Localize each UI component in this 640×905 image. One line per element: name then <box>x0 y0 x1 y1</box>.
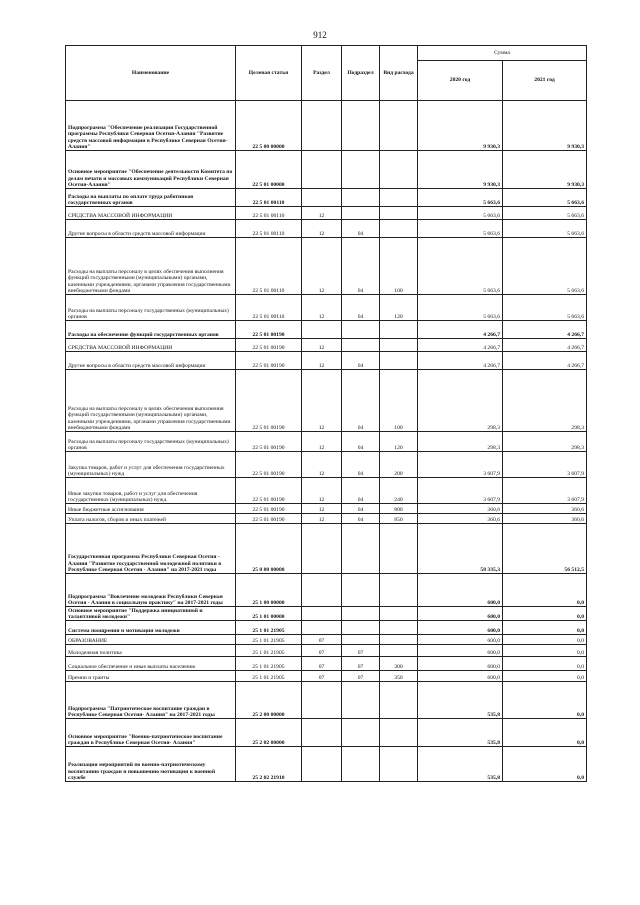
row-expense-type <box>380 220 418 238</box>
row-name: Расходы на выплаты по оплате труда работников государственных органов <box>66 189 236 207</box>
row-target-code: 22 5 01 00190 <box>236 452 302 478</box>
table-row <box>66 207 587 220</box>
row-expense-type <box>380 607 418 621</box>
row-amount-2020: 5 663,6 <box>418 189 503 207</box>
row-amount-2020: 5 663,6 <box>418 220 503 238</box>
row-amount-2020: 4 266,7 <box>418 321 503 339</box>
row-name: Основное мероприятие "Обеспечение деятельности Комитета по делам печати и массовых коммуникаций Республики Северная Осетия-Алания" <box>66 151 236 189</box>
row-amount-2020: 360,6 <box>418 514 503 524</box>
row-expense-type <box>380 682 418 719</box>
row-subsection <box>342 524 380 574</box>
row-expense-type: 300 <box>380 657 418 671</box>
row-name: ОБРАЗОВАНИЕ <box>66 635 236 645</box>
row-name: Подпрограмма "Патриотическое воспитание граждан в Республике Северная Осетия- Алания" на 2017-2021 годы <box>66 682 236 719</box>
row-expense-type <box>380 101 418 151</box>
row-section: 12 <box>302 514 342 524</box>
row-expense-type <box>380 339 418 352</box>
row-expense-type: 120 <box>380 432 418 452</box>
row-subsection <box>342 207 380 220</box>
row-name: Подпрограмма "Обеспечение реализации Государственной программы Республики Северная Осетия-Алания "Развитие средств массовой информации в Республике Северная Осетия-Алания" <box>66 101 236 151</box>
row-target-code: 22 5 01 00190 <box>236 352 302 370</box>
row-section: 07 <box>302 657 342 671</box>
row-expense-type: 240 <box>380 478 418 504</box>
row-target-code: 22 5 01 00000 <box>236 151 302 189</box>
row-subsection: 04 <box>342 478 380 504</box>
row-name: Иные закупки товаров, работ и услуг для обеспечения государственных (муниципальных) нужд <box>66 478 236 504</box>
row-name: Социальное обеспечение и иные выплаты населению <box>66 657 236 671</box>
row-section <box>302 101 342 151</box>
row-expense-type <box>380 645 418 657</box>
table-row <box>66 432 587 452</box>
header-year-2020: 2020 год <box>418 61 503 101</box>
row-section: 12 <box>302 207 342 220</box>
header-subsection: Подраздел <box>342 46 380 101</box>
row-target-code: 25 1 01 21905 <box>236 635 302 645</box>
table-row <box>66 151 587 189</box>
row-section: 07 <box>302 635 342 645</box>
row-target-code: 22 5 00 00000 <box>236 101 302 151</box>
row-subsection: 07 <box>342 657 380 671</box>
row-amount-2021: 3 607,9 <box>503 478 587 504</box>
row-section <box>302 607 342 621</box>
table-row <box>66 352 587 370</box>
table-row <box>66 524 587 574</box>
row-amount-2021: 4 266,7 <box>503 321 587 339</box>
row-subsection: 07 <box>342 645 380 657</box>
table-row <box>66 370 587 432</box>
row-section: 12 <box>302 220 342 238</box>
row-name: Государственная программа Республики Северная Осетия - Алания "Развитие государственной молодежной политики в Республике Северная Осетия - Алания" на 2017-2021 годы <box>66 524 236 574</box>
row-target-code: 22 5 01 00190 <box>236 370 302 432</box>
row-expense-type <box>380 321 418 339</box>
row-expense-type: 100 <box>380 238 418 295</box>
row-expense-type <box>380 719 418 747</box>
row-section <box>302 682 342 719</box>
row-name: СРЕДСТВА МАССОВОЙ ИНФОРМАЦИИ <box>66 339 236 352</box>
row-amount-2020: 600,0 <box>418 607 503 621</box>
row-name: Молодежная политика <box>66 645 236 657</box>
table-row <box>66 682 587 719</box>
row-name: Расходы на выплаты персоналу государственных (муниципальных) органов <box>66 432 236 452</box>
row-subsection <box>342 574 380 607</box>
row-name: Расходы на выплаты персоналу в целях обеспечения выполнения функций государственными (муниципальными) органами, казенными учреждениями, органами управления государственными внебюджетными фондами <box>66 370 236 432</box>
row-amount-2020: 298,3 <box>418 370 503 432</box>
row-section: 12 <box>302 370 342 432</box>
row-amount-2021: 4 266,7 <box>503 352 587 370</box>
row-amount-2021: 0,0 <box>503 682 587 719</box>
header-section: Раздел <box>302 46 342 101</box>
header-year-2021: 2021 год <box>503 61 587 101</box>
row-target-code: 22 5 01 00190 <box>236 514 302 524</box>
row-amount-2020: 600,0 <box>418 574 503 607</box>
row-subsection <box>342 189 380 207</box>
row-section: 12 <box>302 238 342 295</box>
row-section <box>302 621 342 635</box>
table-row <box>66 321 587 339</box>
header-expense-type: Вид расхода <box>380 46 418 101</box>
row-name: Основное мероприятие "Поддержка инициативной и талантливой молодежи" <box>66 607 236 621</box>
row-amount-2020: 4 266,7 <box>418 352 503 370</box>
table-row <box>66 478 587 504</box>
row-amount-2021: 0,0 <box>503 635 587 645</box>
row-subsection: 04 <box>342 295 380 321</box>
row-amount-2020: 3 607,9 <box>418 452 503 478</box>
row-target-code: 25 2 00 00000 <box>236 682 302 719</box>
row-target-code: 25 1 01 21905 <box>236 645 302 657</box>
page-number: 912 <box>313 30 327 40</box>
row-target-code: 25 1 01 21905 <box>236 621 302 635</box>
row-subsection <box>342 682 380 719</box>
row-expense-type <box>380 151 418 189</box>
row-name: Закупка товаров, работ и услуг для обеспечения государственных (муниципальных) нужд <box>66 452 236 478</box>
row-subsection <box>342 719 380 747</box>
table-row <box>66 295 587 321</box>
row-name: Расходы на выплаты персоналу государственных (муниципальных) органов <box>66 295 236 321</box>
row-subsection <box>342 321 380 339</box>
table-body <box>66 101 587 782</box>
row-section <box>302 574 342 607</box>
table-row <box>66 671 587 682</box>
row-section <box>302 719 342 747</box>
row-amount-2020: 535,8 <box>418 719 503 747</box>
row-target-code: 22 5 01 00110 <box>236 295 302 321</box>
row-section: 07 <box>302 671 342 682</box>
row-section: 12 <box>302 339 342 352</box>
row-name: СРЕДСТВА МАССОВОЙ ИНФОРМАЦИИ <box>66 207 236 220</box>
row-amount-2021: 5 663,6 <box>503 189 587 207</box>
row-subsection: 04 <box>342 452 380 478</box>
header-target: Целевая статья <box>236 46 302 101</box>
row-section: 12 <box>302 352 342 370</box>
row-name: Другие вопросы в области средств массовой информации <box>66 220 236 238</box>
row-section <box>302 189 342 207</box>
row-expense-type <box>380 747 418 782</box>
row-amount-2021: 5 663,6 <box>503 238 587 295</box>
row-amount-2020: 600,0 <box>418 671 503 682</box>
row-amount-2020: 5 663,6 <box>418 295 503 321</box>
row-amount-2021: 0,0 <box>503 621 587 635</box>
row-subsection: 07 <box>342 671 380 682</box>
row-section: 07 <box>302 645 342 657</box>
row-amount-2021: 56 512,5 <box>503 524 587 574</box>
row-section: 12 <box>302 478 342 504</box>
row-expense-type: 800 <box>380 504 418 514</box>
row-section <box>302 524 342 574</box>
row-amount-2021: 4 266,7 <box>503 339 587 352</box>
row-amount-2020: 4 266,7 <box>418 339 503 352</box>
row-subsection: 04 <box>342 220 380 238</box>
row-amount-2021: 0,0 <box>503 607 587 621</box>
row-expense-type <box>380 621 418 635</box>
row-name: Расходы на выплаты персоналу в целях обеспечения выполнения функций государственными (муниципальными) органами, казенными учреждениями, органами управления государственными внебюджетными фондами <box>66 238 236 295</box>
row-target-code: 25 2 02 00000 <box>236 719 302 747</box>
table-row <box>66 645 587 657</box>
row-amount-2020: 600,0 <box>418 621 503 635</box>
row-amount-2020: 535,8 <box>418 747 503 782</box>
row-amount-2021: 0,0 <box>503 574 587 607</box>
row-target-code: 22 5 01 00190 <box>236 432 302 452</box>
row-amount-2020: 360,6 <box>418 504 503 514</box>
row-expense-type <box>380 207 418 220</box>
row-name: Иные бюджетные ассигнования <box>66 504 236 514</box>
row-section <box>302 747 342 782</box>
row-amount-2021: 3 607,9 <box>503 452 587 478</box>
budget-table <box>65 45 587 782</box>
row-amount-2021: 5 663,6 <box>503 207 587 220</box>
table-row <box>66 220 587 238</box>
row-name: Премии и гранты <box>66 671 236 682</box>
row-amount-2020: 58 335,3 <box>418 524 503 574</box>
row-target-code: 22 5 01 00190 <box>236 321 302 339</box>
table-row <box>66 719 587 747</box>
row-section: 12 <box>302 504 342 514</box>
row-name: Уплата налогов, сборов и иных платежей <box>66 514 236 524</box>
row-amount-2020: 535,8 <box>418 682 503 719</box>
row-subsection: 04 <box>342 370 380 432</box>
row-expense-type <box>380 574 418 607</box>
row-target-code: 22 5 01 00110 <box>236 207 302 220</box>
row-amount-2021: 360,6 <box>503 514 587 524</box>
row-amount-2020: 600,0 <box>418 635 503 645</box>
row-section: 12 <box>302 432 342 452</box>
row-amount-2021: 0,0 <box>503 657 587 671</box>
row-expense-type <box>380 635 418 645</box>
row-target-code: 22 5 01 00190 <box>236 339 302 352</box>
row-amount-2021: 360,6 <box>503 504 587 514</box>
row-amount-2020: 5 663,6 <box>418 238 503 295</box>
row-target-code: 22 5 01 00190 <box>236 478 302 504</box>
row-section <box>302 151 342 189</box>
table-row <box>66 189 587 207</box>
row-target-code: 25 1 00 00000 <box>236 574 302 607</box>
row-amount-2021: 9 930,3 <box>503 151 587 189</box>
table-row <box>66 452 587 478</box>
row-target-code: 22 5 01 00110 <box>236 220 302 238</box>
table-row <box>66 621 587 635</box>
row-subsection <box>342 339 380 352</box>
row-subsection <box>342 635 380 645</box>
row-amount-2020: 9 930,3 <box>418 151 503 189</box>
table-row <box>66 635 587 645</box>
table-row <box>66 514 587 524</box>
table-row <box>66 339 587 352</box>
row-amount-2020: 9 930,3 <box>418 101 503 151</box>
row-amount-2021: 298,3 <box>503 432 587 452</box>
row-subsection: 04 <box>342 352 380 370</box>
row-expense-type <box>380 352 418 370</box>
row-amount-2021: 0,0 <box>503 747 587 782</box>
row-target-code: 22 5 01 00190 <box>236 504 302 514</box>
row-target-code: 22 5 01 00110 <box>236 189 302 207</box>
row-expense-type: 850 <box>380 514 418 524</box>
row-name: Основное мероприятие "Военно-патриотическое воспитание граждан в Республике Северная Осетия- Алания" <box>66 719 236 747</box>
table-row <box>66 238 587 295</box>
row-name: Подпрограмма "Вовлечение молодежи Республики Северная Осетия - Алания в социальную практику" на 2017-2021 годы <box>66 574 236 607</box>
table-row <box>66 747 587 782</box>
row-amount-2021: 9 930,3 <box>503 101 587 151</box>
row-expense-type: 350 <box>380 671 418 682</box>
table-row <box>66 657 587 671</box>
row-subsection: 04 <box>342 432 380 452</box>
row-expense-type <box>380 524 418 574</box>
row-amount-2020: 298,3 <box>418 432 503 452</box>
row-expense-type: 120 <box>380 295 418 321</box>
row-subsection <box>342 607 380 621</box>
row-target-code: 25 1 01 00000 <box>236 607 302 621</box>
table-row <box>66 504 587 514</box>
row-amount-2021: 0,0 <box>503 719 587 747</box>
row-subsection <box>342 621 380 635</box>
row-target-code: 22 5 01 00110 <box>236 238 302 295</box>
row-expense-type <box>380 189 418 207</box>
row-subsection: 04 <box>342 504 380 514</box>
table-row <box>66 607 587 621</box>
row-name: Система поощрения и мотивации молодежи <box>66 621 236 635</box>
row-section <box>302 321 342 339</box>
row-name: Расходы на обеспечение функций государственных органов <box>66 321 236 339</box>
row-expense-type: 100 <box>380 370 418 432</box>
row-subsection <box>342 101 380 151</box>
row-amount-2020: 5 663,6 <box>418 207 503 220</box>
row-target-code: 25 1 01 21905 <box>236 657 302 671</box>
row-expense-type: 200 <box>380 452 418 478</box>
row-section: 12 <box>302 295 342 321</box>
row-amount-2021: 0,0 <box>503 645 587 657</box>
row-target-code: 25 0 00 00000 <box>236 524 302 574</box>
header-name: Наименование <box>66 46 236 101</box>
row-amount-2021: 298,3 <box>503 370 587 432</box>
row-section: 12 <box>302 452 342 478</box>
table-row <box>66 101 587 151</box>
row-amount-2020: 600,0 <box>418 657 503 671</box>
table-header <box>66 46 587 101</box>
row-amount-2021: 0,0 <box>503 671 587 682</box>
row-name: Реализация мероприятий по военно-патриотическому воспитанию граждан и повышению мотивации к военной службе <box>66 747 236 782</box>
row-target-code: 25 1 01 21905 <box>236 671 302 682</box>
row-amount-2020: 3 607,9 <box>418 478 503 504</box>
table-row <box>66 574 587 607</box>
row-amount-2021: 5 663,6 <box>503 295 587 321</box>
row-subsection <box>342 151 380 189</box>
row-target-code: 25 2 02 21910 <box>236 747 302 782</box>
row-amount-2020: 600,0 <box>418 645 503 657</box>
row-subsection: 04 <box>342 238 380 295</box>
row-subsection <box>342 747 380 782</box>
row-name: Другие вопросы в области средств массовой информации <box>66 352 236 370</box>
header-sum: Сумма <box>418 46 587 61</box>
row-amount-2021: 5 663,6 <box>503 220 587 238</box>
row-subsection: 04 <box>342 514 380 524</box>
